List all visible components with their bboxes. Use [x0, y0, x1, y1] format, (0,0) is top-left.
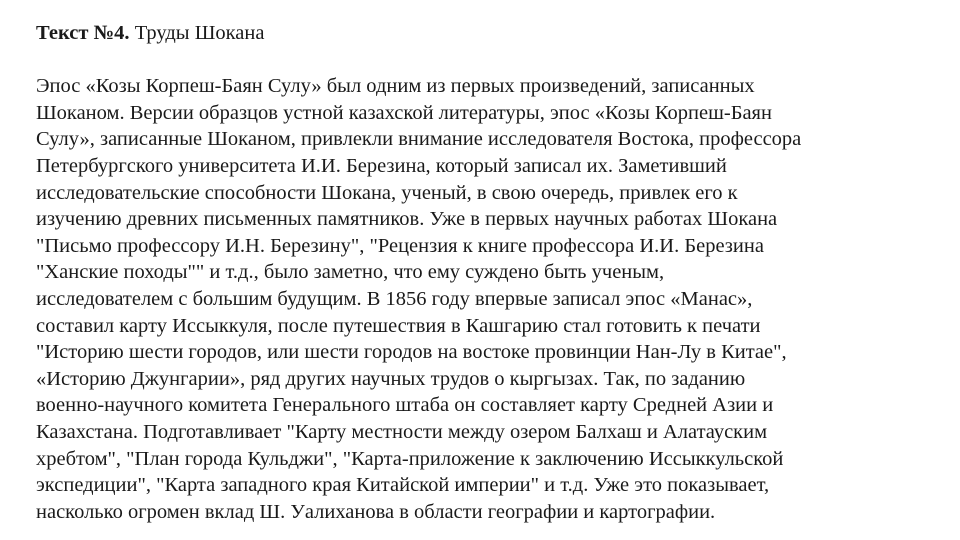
paragraph-line: "Ханские походы"" и т.д., было заметно, что ему суждено быть ученым, — [36, 261, 665, 284]
paragraph-line: экспедиции", "Карта западного края Китайской империи" и т.д. Уже это показывает, — [36, 474, 770, 497]
paragraph-line: «Историю Джунгарии», ряд других научных трудов о кыргызах. Так, по заданию — [36, 367, 746, 390]
text-number-label: Текст №4. — [36, 22, 130, 44]
text-heading — [36, 20, 936, 47]
text-subject: Труды Шокана — [134, 22, 265, 44]
paragraph-line: Казахстана. Подготавливает "Карту местности между озером Балхаш и Алатауским — [36, 420, 768, 443]
paragraph-line: "Историю шести городов, или шести городов на востоке провинции Нан-Лу в Китае", — [36, 341, 787, 364]
paragraph-line: "Письмо профессору И.Н. Березину", "Рецензия к книге профессора И.И. Березина — [36, 234, 764, 257]
paragraph-line: Петербургского университета И.И. Березина, который записал их. Заметивший — [36, 154, 727, 177]
paragraph-line: хребтом", "План города Кульджи", "Карта-приложение к заключению Иссыккульской — [36, 447, 784, 470]
paragraph-line: исследователем с большим будущим. В 1856 году впервые записал эпос «Манас», — [36, 287, 753, 310]
paragraph-line: изучению древних письменных памятников. Уже в первых научных работах Шокана — [36, 208, 778, 231]
paragraph-line: Шоканом. Версии образцов устной казахской литературы, эпос «Козы Корпеш-Баян — [36, 101, 772, 124]
paragraph-line: насколько огромен вклад Ш. Уалиханова в области географии и картографии. — [36, 500, 716, 523]
text-block — [36, 20, 936, 525]
paragraph-line: Сулу», записанные Шоканом, привлекли внимание исследователя Востока, профессора — [36, 128, 802, 151]
paragraph-line: исследовательские способности Шокана, ученый, в свою очередь, привлек его к — [36, 181, 738, 204]
blank-line — [36, 47, 936, 74]
paragraph-line: Эпос «Козы Корпеш-Баян Сулу» был одним из первых произведений, записанных — [36, 75, 755, 98]
body-paragraph — [36, 73, 936, 525]
paragraph-line: составил карту Иссыккуля, после путешествия в Кашгарию стал готовить к печати — [36, 314, 761, 337]
paragraph-line: военно-научного комитета Генерального штаба он составляет карту Средней Азии и — [36, 394, 774, 417]
